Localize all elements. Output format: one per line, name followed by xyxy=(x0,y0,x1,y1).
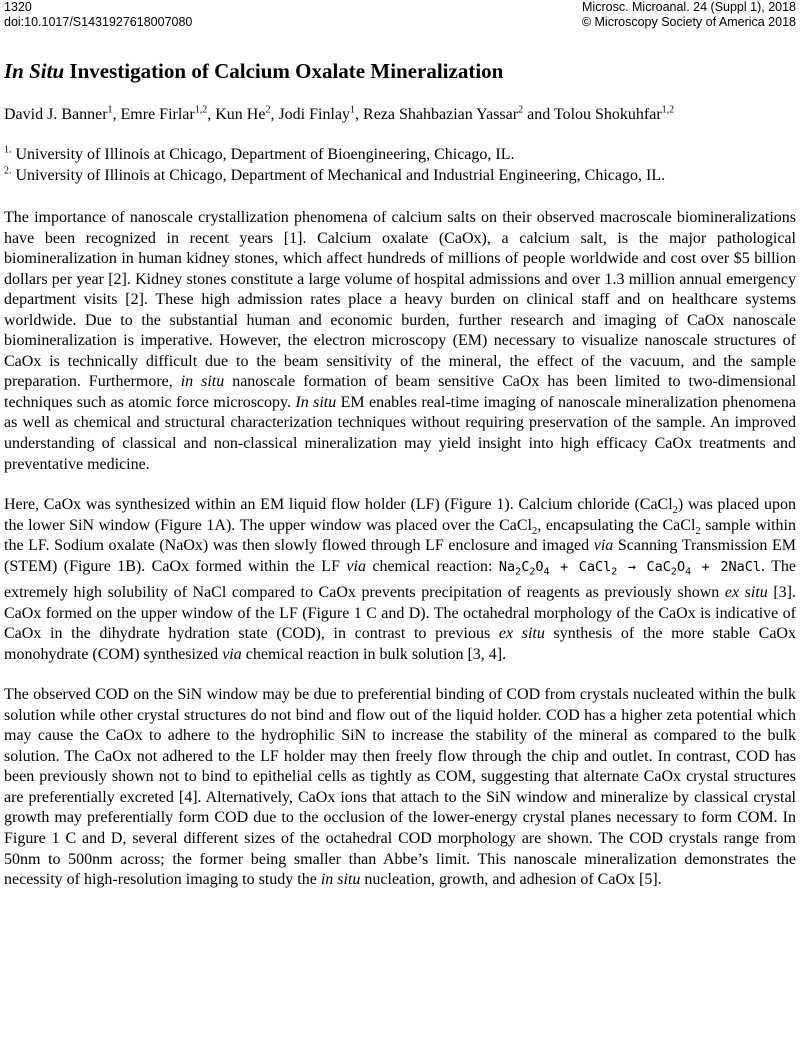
author-name: Emre Firlar xyxy=(120,106,195,123)
reaction-equation: $Na_2C_2O_4$ + CaCl$_2$ → $CaC_2O_4$ + 2NaCl xyxy=(498,558,761,578)
paragraph-introduction: The importance of nanoscale crystallization phenomena of calcium salts on their observed macroscale biomineralizations have been recognized in recent years [1]. Calcium oxalate (CaOx), a calcium salt, is the major pathological biomineralization in human kidney stones, which affect hundreds of millions of people worldwide and cost over $5 billion dollars per year [2]. Kidney stones constitute a large volume of hospital admissions and over 1.3 million annual emergency department visits [2]. These high admission rates place a heavy burden on clinical staff and on healthcare systems worldwide. Due to the substantial human and economic burden, further research and imaging of CaOx nanoscale biomineralization is imperative. However, the electron microscopy (EM) necessary to visualize nanoscale structures of CaOx is technically difficult due to the beam sensitivity of the mineral, the effect of the vacuum, and the sample preparation. Furthermore, in situ nanoscale formation of beam sensitive CaOx has been limited to two-dimensional techniques such as atomic force microscopy. In situ EM enables real-time imaging of nanoscale mineralization phenomena as well as chemical and structural characterization techniques without requiring preservation of the sample. An improved understanding of classical and non-classical mineralization may yield insight into high efficacy CaOx treatments and preventative medicine. xyxy=(4,209,797,473)
title-rest: Investigation of Calcium Oxalate Mineralization xyxy=(64,59,504,83)
author-affiliation-mark: 2 xyxy=(265,104,271,116)
author-affiliation-mark: 2 xyxy=(518,104,524,116)
title-italic: In Situ xyxy=(4,59,65,83)
author-affiliation-mark: 1,2 xyxy=(194,104,208,116)
affiliation-mark: 2. xyxy=(4,165,12,177)
copyright-notice: © Microscopy Society of America 2018 xyxy=(581,15,796,29)
paragraph-synthesis: Here, CaOx was synthesized within an EM liquid flow holder (LF) (Figure 1). Calcium chloride (CaCl$_2$) was placed upon the lower SiN window (Figure 1A). The upper window was placed over the CaCl$_2$, encapsulating the CaCl$_2$ sample within the LF. Sodium oxalate (NaOx) was then slowly flowed through LF enclosure and imaged via Scanning Transmission EM (STEM) (Figure 1B). CaOx formed within the LF via chemical reaction: $Na_2C_2O_4$ + CaCl$_2$ → $CaC_2O_4$ + 2NaCl. The extremely high solubility of NaCl compared to CaOx prevents precipitation of reagents as previously shown ex situ [3]. CaOx formed on the upper window of the LF (Figure 1 C and D). The octahedral morphology of the CaOx is indicative of CaOx in the dihydrate hydration state (COD), in contrast to previous ex situ synthesis of the more stable CaOx monohydrate (COM) synthesized via chemical reaction in bulk solution [3, 4]. xyxy=(4,496,797,663)
journal-citation: Microsc. Microanal. 24 (Suppl 1), 2018 xyxy=(582,0,796,14)
affiliation-text: University of Illinois at Chicago, Department of Mechanical and Industrial Engineering, Chicago, IL. xyxy=(11,166,666,184)
author-list: David J. Banner$^1$, Emre Firlar$^{1,2}$, Kun He$^2$, Jodi Finlay$^1$, Reza Shahbazian Yassar$^2$ and Tolou Shokuhfar$^{1,2}$ xyxy=(4,104,675,123)
author-affiliation-mark: 1 xyxy=(107,104,113,116)
affiliation xyxy=(4,145,796,166)
affiliation-list xyxy=(4,145,796,186)
author-affiliation-mark: 1 xyxy=(350,104,356,116)
author-name: David J. Banner xyxy=(4,106,108,123)
author-affiliation-mark: 1,2 xyxy=(661,104,675,116)
affiliation xyxy=(4,166,796,187)
affiliation-mark: 1. xyxy=(4,144,12,156)
author-name: Jodi Finlay xyxy=(278,106,351,123)
article-title xyxy=(4,58,796,84)
doi: doi:10.1017/S1431927618007080 xyxy=(4,15,193,29)
article-body xyxy=(4,58,796,911)
paragraph-discussion: The observed COD on the SiN window may be due to preferential binding of COD from crystals nucleated within the bulk solution while other crystal structures do not bind and flow out of the liquid holder. COD has a higher zeta potential which may cause the CaOx to adhere to the hydrophilic SiN to increase the stability of the mineral as compared to the bulk solution. The CaOx not adhered to the LF holder may then freely flow through the chip and outlet. In contrast, COD has been previously shown not to bind to epithelial cells as tightly as COM, suggesting that alternate CaOx crystal structures are preferentially excreted [4]. Alternatively, CaOx ions that attach to the SiN window and mineralize by classical crystal growth may preferentially form COD due to the occlusion of the lower-energy crystal planes necessary to form COM. In Figure 1 C and D, several different sizes of the octahedral COD morphology are shown. The COD crystals range from 50nm to 500nm across; the former being smaller than Abbe’s limit. This nanoscale mineralization demonstrates the necessity of high-resolution imaging to study the in situ nucleation, growth, and adhesion of CaOx [5]. xyxy=(4,686,796,889)
page-number: 1320 xyxy=(4,0,32,14)
author-name: Tolou Shokuhfar xyxy=(553,106,662,123)
running-header-right xyxy=(582,0,796,30)
author-name: Kun He xyxy=(215,106,266,123)
running-header-left xyxy=(4,0,192,30)
author-name: Reza Shahbazian Yassar xyxy=(363,106,519,123)
affiliation-text: University of Illinois at Chicago, Department of Bioengineering, Chicago, IL. xyxy=(11,146,515,163)
